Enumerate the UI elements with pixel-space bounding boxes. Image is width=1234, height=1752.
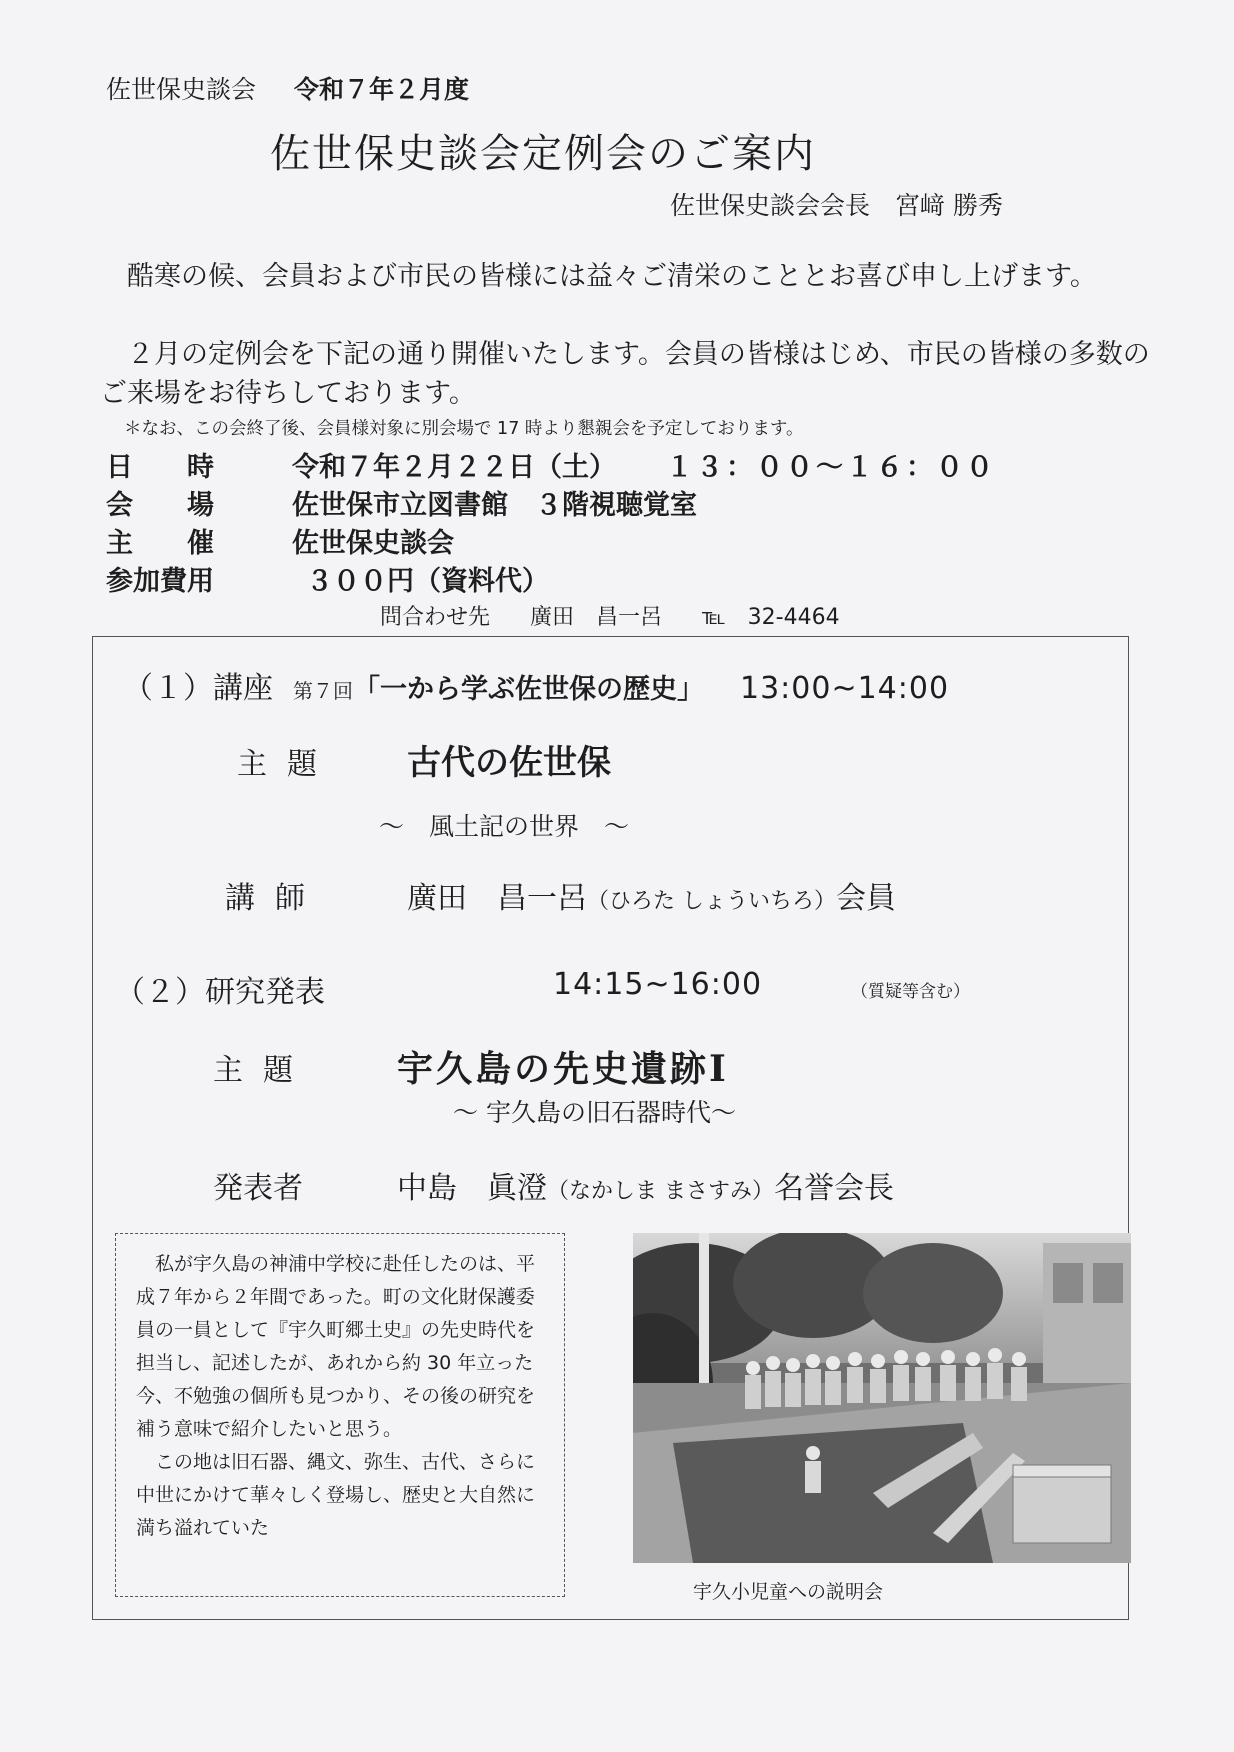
info-row-fee	[106, 559, 549, 598]
intro-text-2: ２月の定例会を下記の通り開催いたします。会員の皆様はじめ、市民の皆様の多数のご来場をお待ちしております。	[100, 339, 1150, 409]
host-label: 主 催	[106, 528, 214, 559]
contact-line	[380, 600, 840, 631]
period: 令和７年２月度	[294, 75, 470, 104]
info-row-venue	[106, 483, 697, 522]
excavation-photo	[633, 1233, 1131, 1563]
contact-label: 問合わせ先	[380, 605, 491, 630]
lecture-theme-label: 主題	[237, 747, 337, 782]
research-note: （質疑等含む）	[851, 982, 970, 1002]
contact-name: 廣田 昌一呂	[530, 605, 663, 630]
presenter-reading: （なかしま まさすみ）	[547, 1179, 774, 1204]
info-row-date	[106, 445, 996, 484]
program-box	[92, 636, 1129, 1620]
lecture-teacher	[407, 873, 896, 917]
research-theme: 宇久島の先史遺跡Ⅰ	[397, 1048, 729, 1090]
venue-label: 会 場	[106, 490, 214, 521]
summary-paragraph-2: この地は旧石器、縄文、弥生、古代、さらに中世にかけて華々しく登場し、歴史と大自然に満ち溢れていた	[136, 1451, 536, 1539]
research-presenter-label: 発表者	[213, 1171, 303, 1206]
contact-tel: ℡ 32-4464	[702, 605, 840, 630]
lecture-teacher-label: 講師	[225, 881, 325, 916]
time-value: １３：００～１６：００	[666, 452, 996, 483]
photo-illustration	[633, 1233, 1131, 1563]
summary-box	[115, 1233, 565, 1597]
lecture-theme: 古代の佐世保	[407, 743, 611, 783]
org-name: 佐世保史談会	[106, 75, 257, 104]
teacher-name: 廣田 昌一呂	[407, 881, 587, 916]
party-note: ＊なお、この会終了後、会員様対象に別会場で 17 時より懇親会を予定しております。	[124, 419, 804, 439]
intro-paragraph-1	[100, 257, 1160, 296]
fee-label: 参加費用	[106, 566, 214, 597]
lecture-number: （１）講座	[123, 671, 273, 706]
info-row-host	[106, 521, 454, 560]
lecture-subtitle: ～ 風土記の世界 ～	[379, 812, 630, 841]
date-label: 日 時	[106, 452, 214, 483]
fee-value: ３００円（資料代）	[306, 566, 549, 597]
presenter-name: 中島 眞澄	[397, 1171, 547, 1206]
research-time: 14:15~16:00	[553, 967, 763, 1002]
lecture-series: 「一から学ぶ佐世保の歴史」	[353, 674, 704, 705]
lecture-episode: 第７回	[293, 679, 353, 703]
lecture-header	[123, 663, 949, 707]
lecture-time: 13:00~14:00	[740, 671, 950, 706]
page-title: 佐世保史談会定例会のご案内	[270, 131, 816, 177]
research-header: （２）研究発表	[115, 975, 325, 1010]
summary-paragraph-1: 私が宇久島の神浦中学校に赴任したのは、平成７年から２年間であった。町の文化財保護委員の一員として『宇久町郷土史』の先史時代を担当し、記述したが、あれから約 30 年立った今、不勉強の個所も見つかり、その後の研究を補う意味で紹介したいと思う。	[136, 1253, 536, 1440]
teacher-role: 会員	[836, 881, 896, 916]
date-value: 令和７年２月２２日（土）	[292, 452, 616, 483]
research-subtitle: ～ 宇久島の旧石器時代～	[453, 1098, 736, 1127]
venue-value: 佐世保市立図書館 ３階視聴覚室	[292, 490, 697, 521]
intro-text-1: 酷寒の候、会員および市民の皆様には益々ご清栄のこととお喜び申し上げます。	[127, 261, 1097, 292]
research-theme-label: 主題	[213, 1053, 313, 1088]
research-presenter	[397, 1163, 894, 1207]
header-org-line	[106, 70, 469, 106]
intro-paragraph-2	[100, 335, 1160, 413]
teacher-reading: （ひろた しょういちろ）	[587, 889, 836, 914]
host-value: 佐世保史談会	[292, 528, 454, 559]
author-line: 佐世保史談会会長 宮﨑 勝秀	[670, 191, 1003, 220]
photo-caption: 宇久小児童への説明会	[693, 1581, 884, 1603]
presenter-role: 名誉会長	[774, 1171, 894, 1206]
